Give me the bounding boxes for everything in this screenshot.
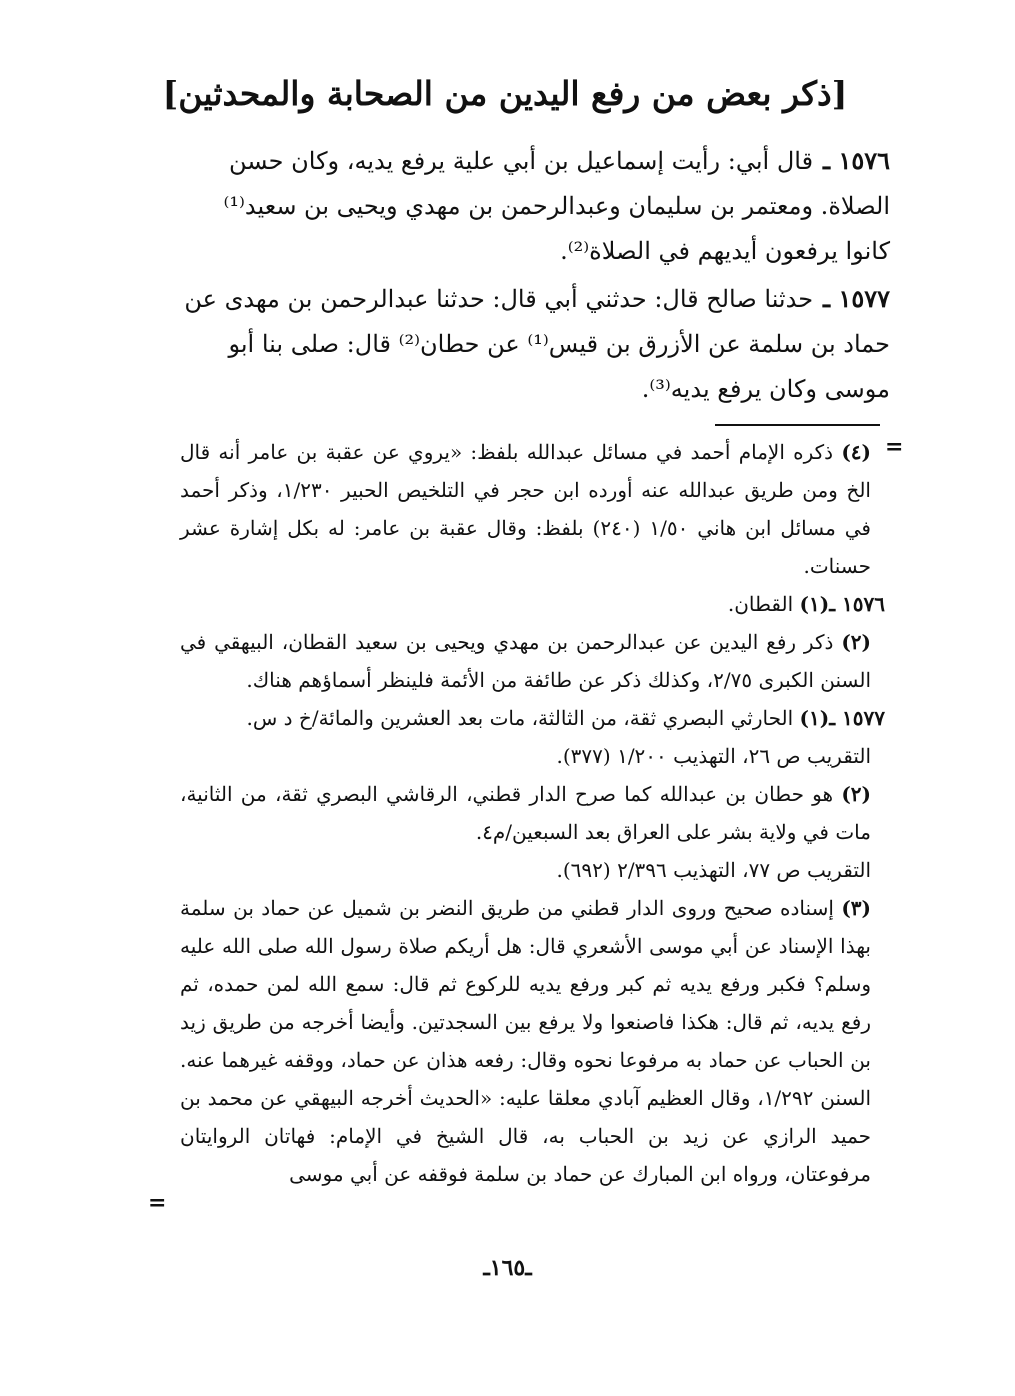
footnote-group-prefix: ١٥٧٧ ـ (829, 706, 885, 730)
footnote-text: إسناده صحيح وروى الدار قطني من طريق النضر بن شميل عن حماد بن سلمة بهذا الإسناد عن أبي موسى الأشعري قال: هل أريكم صلاة رسول الله صلى الله عليه وسلم؟ فكبر ورفع يديه ثم كبر ورفع يديه للركوع ثم قال: سمع الله لمن حمده، ثم رفع يديه، ثم قال: هكذا فاصنعوا ولا يرفع بين السجدتين. وأيضا أخرجه من طريق زيد بن الحباب عن حماد به مرفوعا نحوه وقال: رفعه هذان عن حماد، ووقفه غيرهما عنه. السنن ١/٢٩٢، وقال العظيم آبادي معلقا عليه: «الحديث أخرجه البيهقي عن محمد بن حميد الرازي عن زيد بن الحباب به، قال الشيخ في الإمام: فهاتان الروايتان مرفوعتان، ورواه ابن المبارك عن حماد بن سلمة فوقفه عن أبي موسى (180, 896, 872, 1186)
footnote-label: (٣) (841, 896, 872, 920)
footnote-text: الحارثي البصري ثقة، من الثالثة، مات بعد العشرين والمائة/خ د س. (246, 706, 794, 730)
footnote-text: هو حطان بن عبدالله كما صرح الدار قطني، الرقاشي البصري ثقة، من الثانية، مات في ولاية بشر على العراق بعد السبعين/م٤. (180, 782, 871, 844)
hadith-number: ١٥٧٦ ـ (823, 146, 890, 175)
footnote-1577-2-ref: التقريب ص ٧٧، التهذيب ٢/٣٩٦ (٦٩٢). (556, 858, 871, 882)
footnote-1577-2 (180, 775, 885, 851)
footnote-label: (٢) (841, 782, 871, 806)
hadith-1576 (180, 138, 890, 274)
footnotes-section (180, 433, 885, 1193)
footnote-label: (١) (799, 592, 830, 616)
continuation-marker: = (885, 434, 904, 460)
footnote-4 (180, 433, 885, 585)
page-title: [ذكر بعض من رفع اليدين من الصحابة والمحدثين] (162, 74, 848, 113)
hadith-number: ١٥٧٧ ـ (823, 284, 890, 313)
footnote-1577-3 (180, 889, 885, 1193)
footnote-1576-2 (180, 623, 885, 699)
hadith-text: قال أبي: رأيت إسماعيل بن أبي علية يرفع يديه، وكان حسن الصلاة. ومعتمر بن سليمان وعبدالرحمن بن مهدي ويحيى بن سعيد⁽¹⁾ كانوا يرفعون أيديهم في الصلاة⁽²⁾. (223, 147, 890, 265)
footnote-text: ذكر رفع اليدين عن عبدالرحمن بن مهدي ويحيى بن سعيد القطان، البيهقي في السنن الكبرى ٢/٧٥، وكذلك ذكر عن طائفة من الأئمة فلينظر أسماؤهم هناك. (180, 630, 871, 692)
footnote-separator (715, 424, 880, 426)
footnote-1576-1 (180, 585, 885, 623)
footnote-1577-1 (180, 699, 885, 737)
footnote-text: ذكره الإمام أحمد في مسائل عبدالله بلفظ: «يروي عن عقبة بن عامر أنه قال الخ ومن طريق عبدالله عنه أورده ابن حجر في التلخيص الحبير ١/٢٣٠، وذكر أحمد في مسائل ابن هاني ١/٥٠ (٢٤٠) بلفظ: وقال عقبة بن عامر: له بكل إشارة عشر حسنات. (180, 440, 871, 578)
footnote-label: (٢) (841, 630, 871, 654)
footnote-group-prefix: ١٥٧٦ ـ (829, 592, 885, 616)
page-number: ـ١٦٥ـ (483, 1255, 532, 1281)
hadith-text: حدثنا صالح قال: حدثني أبي قال: حدثنا عبدالرحمن بن مهدى عن حماد بن سلمة عن الأزرق بن قيس⁽¹⁾ عن حطان⁽²⁾ قال: صلى بنا أبو موسى وكان يرفع يديه⁽³⁾. (184, 285, 890, 403)
footnote-1577-1-ref: التقريب ص ٢٦، التهذيب ١/٢٠٠ (٣٧٧). (556, 744, 871, 768)
continuation-marker: = (148, 1190, 167, 1216)
footnote-label: (١) (799, 706, 830, 730)
footnote-label: (٤) (841, 440, 872, 464)
hadith-1577 (180, 276, 890, 412)
footnote-text: القطان. (727, 592, 794, 616)
